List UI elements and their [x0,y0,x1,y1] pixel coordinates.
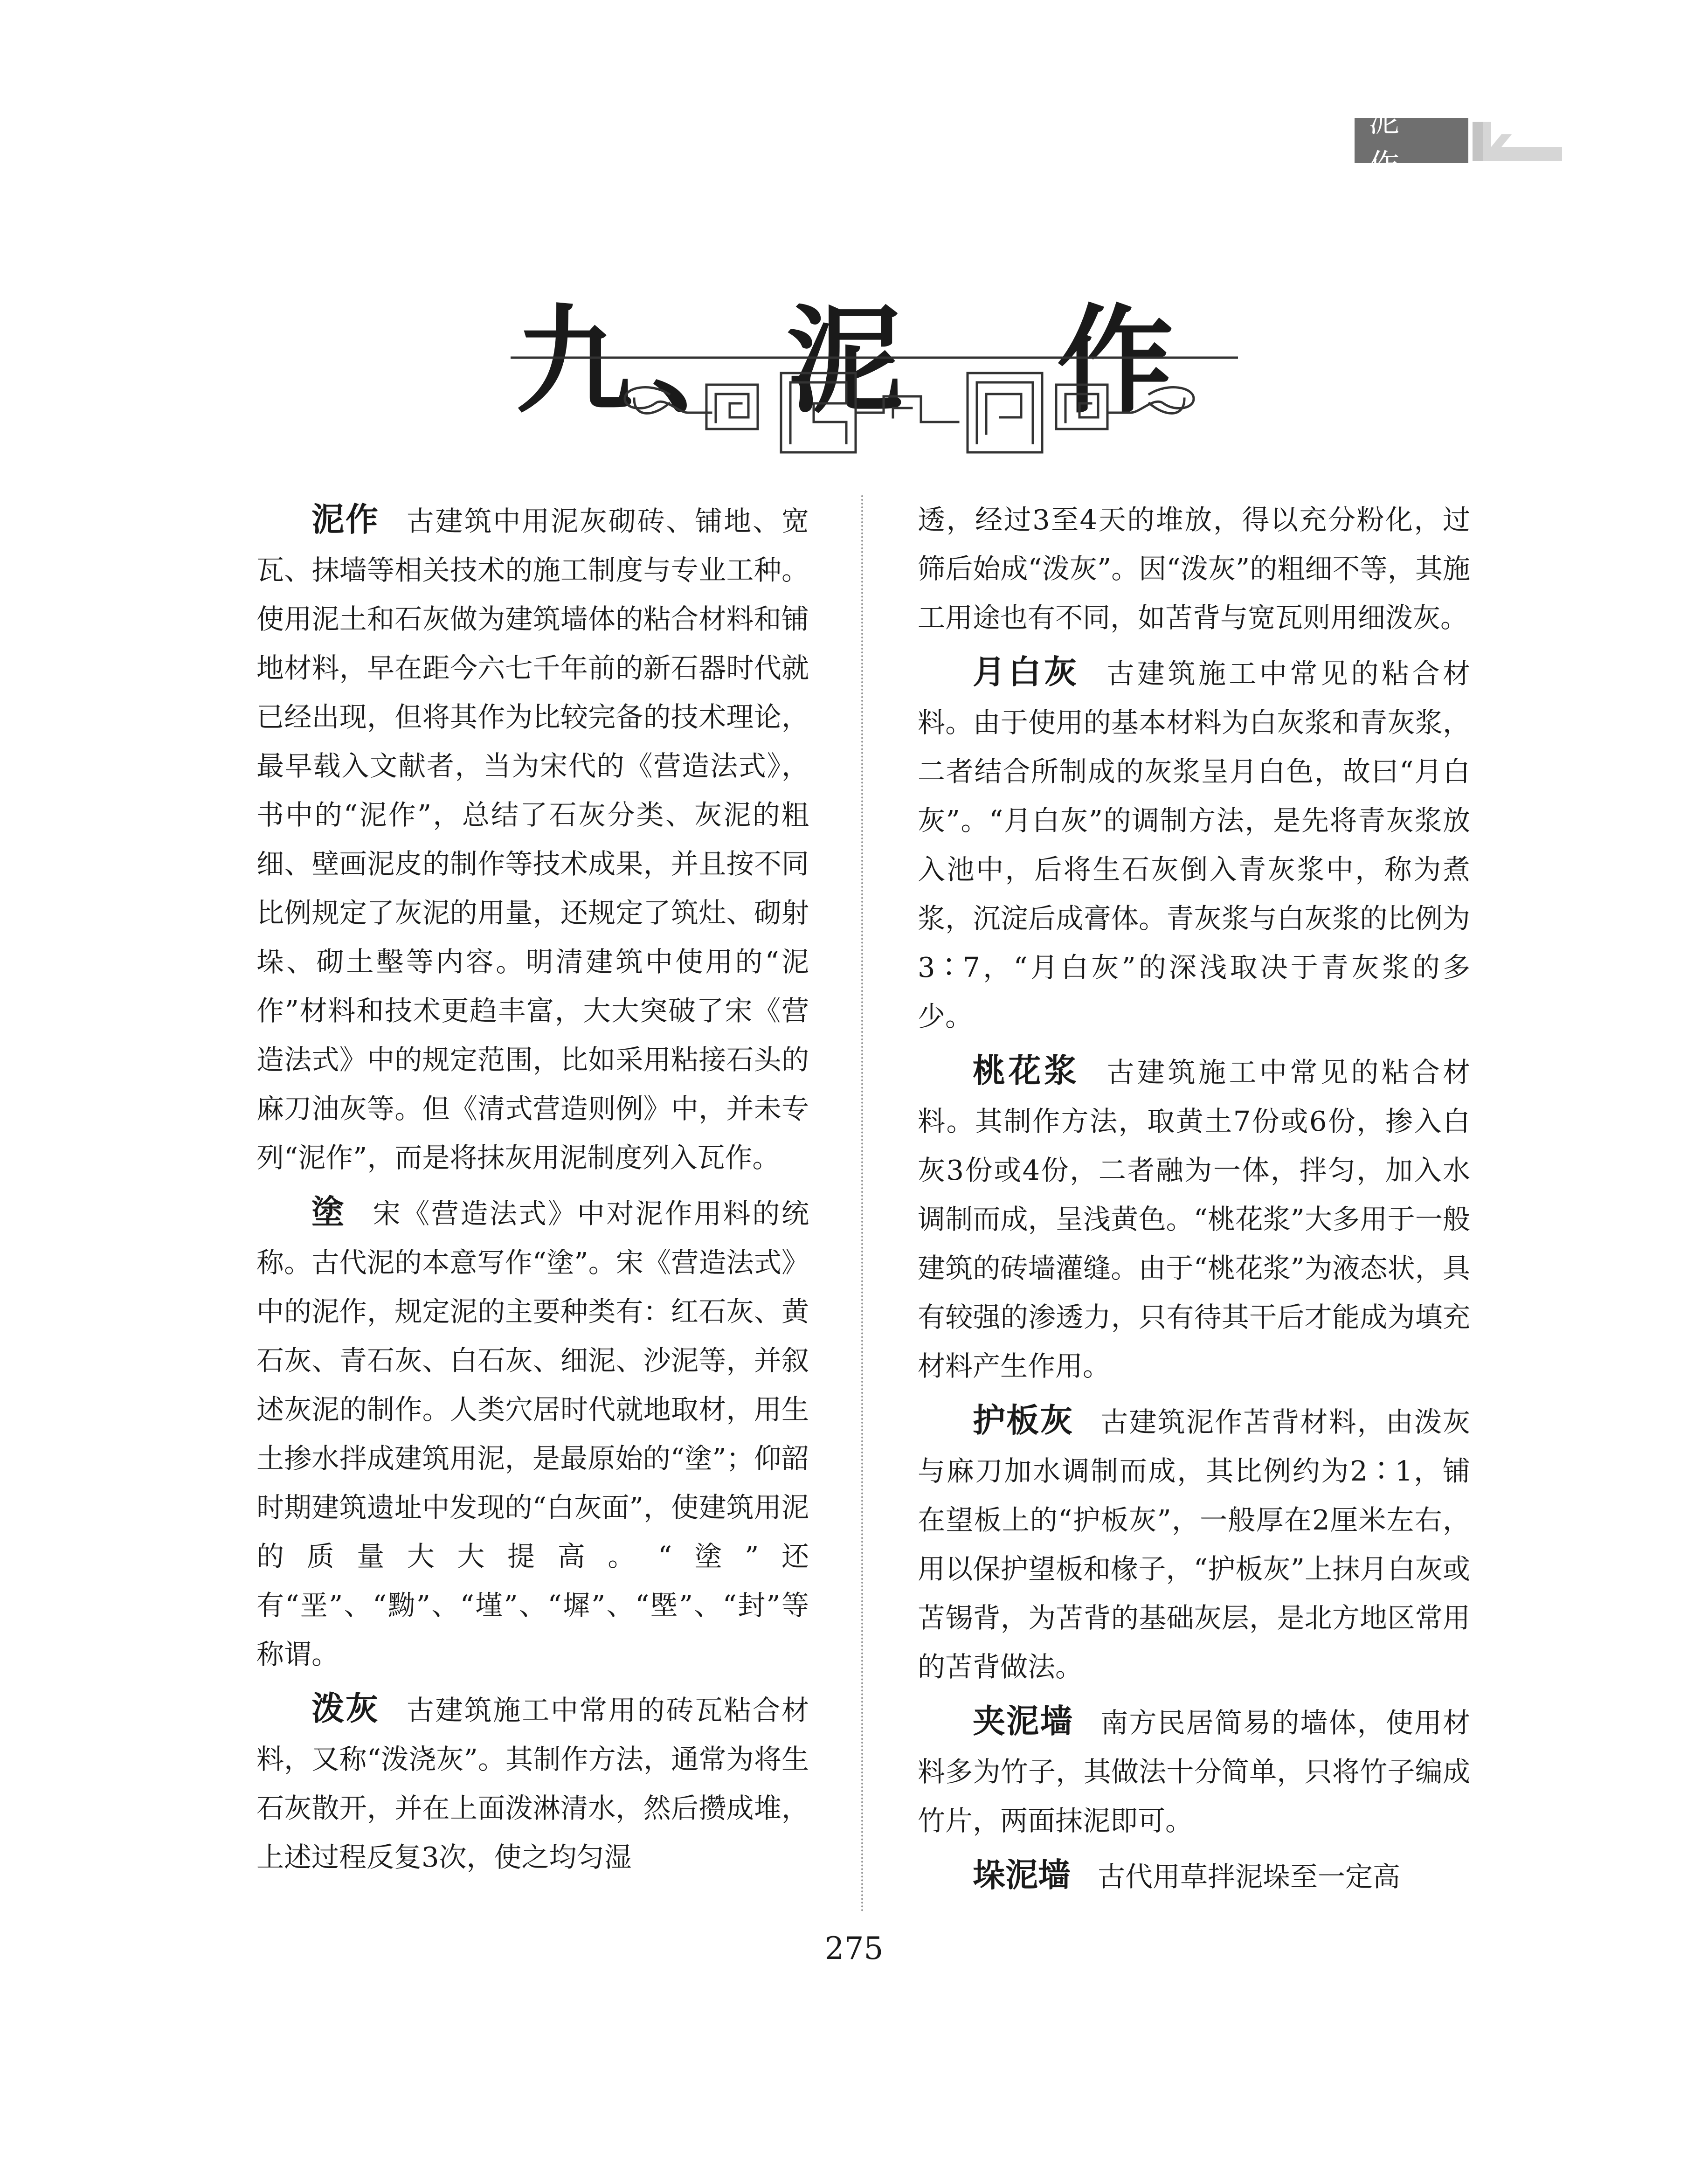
entry-text: 南方民居简易的墙体，使用材料多为竹子，其做法十分简单，只将竹子编成竹片，两面抹泥即可。 [918,1707,1470,1837]
corner-arrow-decoration [1469,118,1567,165]
column-divider [861,495,863,1913]
entry-taohuajiang [918,1046,1470,1391]
section-tab [1355,103,1468,183]
right-column [918,495,1470,1907]
section-tab-label: 泥 作 [1369,103,1418,183]
entry-duoniqiang [918,1851,1470,1901]
entry-pohui [256,1684,809,1882]
entry-tu [256,1188,809,1679]
entry-jianiqiang [918,1697,1470,1845]
entry-text: 古建筑中用泥灰砌砖、铺地、宽瓦、抹墙等相关技术的施工制度与专业工种。使用泥土和石灰做为建筑墙体的粘合材料和铺地材料，早在距今六七千年前的新石器时代就已经出现，但将其作为比较完备的技术理论，最早载入文献者，当为宋代的《营造法式》，书中的“泥作”，总结了石灰分类、灰泥的粗细、壁画泥皮的制作等技术成果，并且按不同比例规定了灰泥的用量，还规定了筑灶、砌射垛、砌土墼等内容。明清建筑中使用的“泥作”材料和技术更趋丰富，大大突破了宋《营造法式》中的规定范围，比如采用粘接石头的麻刀油灰等。但《清式营造则例》中，并未专列“泥作”，而是将抹灰用泥制度列入瓦作。 [256,505,809,1174]
entry-pohui-continued [918,495,1470,642]
entry-text: 古建筑泥作苫背材料，由泼灰与麻刀加水调制而成，其比例约为2∶1，铺在望板上的“护板灰”，一般厚在2厘米左右，用以保护望板和椽子，“护板灰”上抹月白灰或苫锡背，为苫背的基础灰层，是北方地区常用的苫背做法。 [918,1406,1470,1683]
entry-term: 泼灰 [311,1689,380,1728]
page-number: 275 [824,1931,884,1966]
entry-term: 桃花浆 [973,1052,1080,1090]
entry-text: 古建筑施工中常见的粘合材料。其制作方法，取黄土7份或6份，掺入白灰3份或4份，二者融为一体，拌匀，加入水调制而成，呈浅黄色。“桃花浆”大多用于一般建筑的砖墙灌缝。由于“桃花浆”为液态状，具有较强的渗透力，只有待其干后才能成为填充材料产生作用。 [918,1056,1470,1382]
title-ornament [511,352,1238,459]
entry-yuebaihui [918,648,1470,1041]
entry-text: 宋《营造法式》中对泥作用料的统称。古代泥的本意写作“塗”。宋《营造法式》中的泥作，规定泥的主要种类有：红石灰、黄石灰、青石灰、白石灰、细泥、沙泥等，并叙述灰泥的制作。人类穴居时代就地取材，用生土掺水拌成建筑用泥，是最原始的“塗”；仰韶时期建筑遗址中发现的“白灰面”，使建筑用泥的质量大大提高。“塗”还有“垩”、“黝”、“墐”、“墀”、“塈”、“封”等称谓。 [256,1197,809,1670]
chapter-title: 九、泥 作 [516,291,1192,429]
entry-term: 泥作 [311,500,380,539]
entry-hubanhui [918,1396,1470,1691]
entry-text: 古代用草拌泥垛至一定高 [1098,1861,1401,1893]
entry-text: 透，经过3至4天的堆放，得以充分粉化，过筛后始成“泼灰”。因“泼灰”的粗细不等，其施工用途也有不同，如苫背与宽瓦则用细泼灰。 [918,504,1470,634]
entry-term: 护板灰 [973,1401,1074,1439]
entry-term: 夹泥墙 [973,1702,1074,1740]
entry-term: 垛泥墙 [973,1856,1071,1894]
entry-term: 月白灰 [973,653,1080,691]
entry-text: 古建筑施工中常见的粘合材料。由于使用的基本材料为白灰浆和青灰浆，二者结合所制成的灰浆呈月白色，故曰“月白灰”。“月白灰”的调制方法，是先将青灰浆放入池中，后将生石灰倒入青灰浆中，称为煮浆，沉淀后成膏体。青灰浆与白灰浆的比例为3∶7，“月白灰”的深浅取决于青灰浆的多少。 [918,657,1470,1032]
left-column [256,495,809,1887]
entry-text: 古建筑施工中常用的砖瓦粘合材料，又称“泼浇灰”。其制作方法，通常为将生石灰散开，并在上面泼淋清水，然后攒成堆，上述过程反复3次，使之均匀湿 [256,1694,809,1873]
entry-term: 塗 [311,1193,346,1231]
entry-nizuo [256,495,809,1182]
